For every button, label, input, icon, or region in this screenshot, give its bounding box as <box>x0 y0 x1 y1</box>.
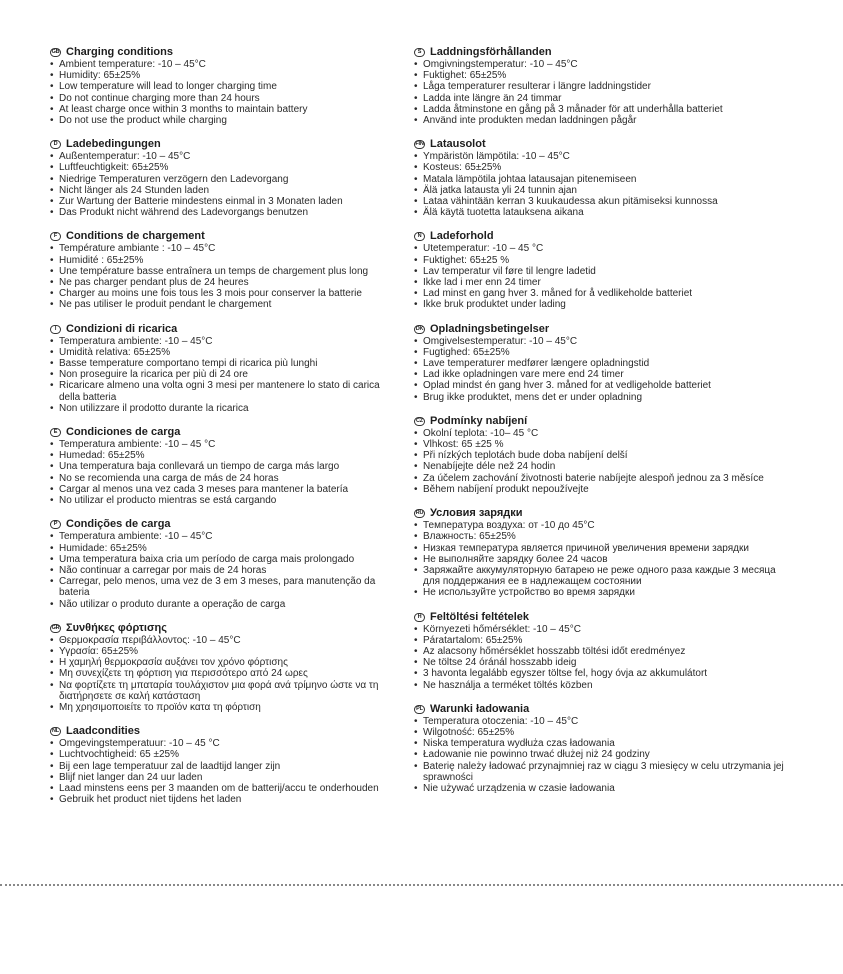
language-badge-icon: RU <box>415 510 424 517</box>
list-item: • Ne töltse 24 óránál hosszabb ideig <box>414 657 794 668</box>
section-heading <box>50 323 392 336</box>
section-title: Ladeforhold <box>430 230 494 243</box>
language-badge-icon: GB <box>51 49 60 55</box>
section-it <box>50 323 392 414</box>
list-item: • Wilgotność: 65±25% <box>414 727 794 738</box>
section-title: Condições de carga <box>66 518 171 531</box>
list-item: • Niska temperatura wydłuża czas ładowania <box>414 738 794 749</box>
list-item: • Lav temperatur vil føre til lengre ladetid <box>414 266 794 277</box>
section-heading <box>50 46 392 59</box>
list-item: • Oplad mindst én gang hver 3. måned for at vedligeholde batteriet <box>414 380 794 391</box>
language-badge-icon: D <box>50 140 61 149</box>
list-item: • Nicht länger als 24 Stunden laden <box>50 185 392 196</box>
section-heading <box>414 507 794 520</box>
section-heading <box>414 138 794 151</box>
section-heading <box>414 703 794 716</box>
list-item: • Älä jatka latausta yli 24 tunnin ajan <box>414 185 794 196</box>
list-item: • Температура воздуха: от -10 до 45°C <box>414 520 794 531</box>
section-heading <box>50 230 392 243</box>
list-item: • Kosteus: 65±25% <box>414 162 794 173</box>
language-badge-icon: N <box>414 232 425 241</box>
section-heading <box>414 323 794 336</box>
section-heading <box>414 415 794 428</box>
list-item: • Brug ikke produktet, mens det er under opladning <box>414 392 794 403</box>
list-item: • At least charge once within 3 months to maintain battery <box>50 104 392 115</box>
section-nl <box>50 725 392 805</box>
section-dk <box>414 323 794 403</box>
list-item: • Nie używać urządzenia w czasie ładowania <box>414 783 794 794</box>
list-item: • No utilizar el producto mientras se está cargando <box>50 495 392 506</box>
section-title: Conditions de chargement <box>66 230 205 243</box>
list-item: • Temperatura ambiente: -10 – 45 °C <box>50 439 392 450</box>
section-title: Warunki ładowania <box>430 702 530 715</box>
language-badge-icon: I <box>50 325 61 334</box>
section-heading <box>414 46 794 59</box>
list-item: • Μη χρησιμοποιείτε το προϊόν κατα τη φόρτιση <box>50 702 392 713</box>
language-badge-icon: NL <box>50 727 61 736</box>
section-title: Condizioni di ricarica <box>66 322 178 335</box>
condition-list <box>50 243 392 310</box>
section-se <box>414 46 794 126</box>
dotted-divider <box>0 884 843 890</box>
list-item: • No se recomienda una carga de más de 24 horas <box>50 473 392 484</box>
condition-list <box>414 336 794 403</box>
section-heading <box>414 230 794 243</box>
section-title: Podmínky nabíjení <box>430 414 528 427</box>
section-gb <box>50 46 392 126</box>
language-badge-icon: S <box>414 48 425 57</box>
condition-list <box>414 59 794 126</box>
list-item: • Ricaricare almeno una volta ogni 3 mesi per mantenere lo stato di carica della batteria <box>50 380 392 402</box>
condition-list <box>50 59 392 126</box>
list-item: • Fuktighet: 65±25% <box>414 70 794 81</box>
list-item: • Не выполняйте зарядку более 24 часов <box>414 554 794 565</box>
section-title: Condiciones de carga <box>66 426 181 439</box>
list-item: • Környezeti hőmérséklet: -10 – 45°C <box>414 624 794 635</box>
section-heading <box>414 611 794 624</box>
list-item: • Matala lämpötila johtaa latausajan pitenemiseen <box>414 174 794 185</box>
section-es <box>50 426 392 506</box>
list-item: • Humidité : 65±25% <box>50 255 392 266</box>
list-item: • Carregar, pelo menos, uma vez de 3 em 3 meses, para manutenção da bateria <box>50 576 392 598</box>
list-item: • Do not continue charging more than 24 hours <box>50 93 392 104</box>
list-item: • Lataa vähintään kerran 3 kuukaudessa akun pitämiseksi kunnossa <box>414 196 794 207</box>
section-fi <box>414 138 794 218</box>
list-item: • Luchtvochtigheid: 65 ±25% <box>50 749 392 760</box>
language-badge-icon: P <box>50 520 61 529</box>
language-badge-icon: CZ <box>414 417 425 426</box>
list-item: • Low temperature will lead to longer charging time <box>50 81 392 92</box>
section-heading <box>50 622 392 635</box>
section-title: Charging conditions <box>66 46 173 58</box>
condition-list <box>50 439 392 506</box>
list-item: • Az alacsony hőmérséklet hosszabb töltési időt eredményez <box>414 646 794 657</box>
language-badge-icon: PL <box>414 705 425 714</box>
list-item: • Blijf niet langer dan 24 uur laden <box>50 772 392 783</box>
condition-list <box>414 428 794 495</box>
list-item: • Niedrige Temperaturen verzögern den Ladevorgang <box>50 174 392 185</box>
condition-list <box>414 624 794 691</box>
section-cz <box>414 415 794 495</box>
language-badge-icon: E <box>50 428 61 437</box>
right-column <box>414 46 794 806</box>
list-item: • Använd inte produkten medan laddningen pågår <box>414 115 794 126</box>
list-item: • Lave temperaturer medfører længere opladningstid <box>414 358 794 369</box>
list-item: • Non proseguire la ricarica per più di 24 ore <box>50 369 392 380</box>
list-item: • Θερμοκρασία περιβάλλοντος: -10 – 45°C <box>50 635 392 646</box>
list-item: • Außentemperatur: -10 – 45°C <box>50 151 392 162</box>
list-item: • Ładowanie nie powinno trwać dłużej niż 24 godziny <box>414 749 794 760</box>
language-badge-icon: DK <box>415 325 424 332</box>
section-de <box>50 138 392 218</box>
list-item: • Páratartalom: 65±25% <box>414 635 794 646</box>
condition-list <box>50 738 392 805</box>
list-item: • Μη συνεχίζετε τη φόρτιση για περισσότερο από 24 ωρες <box>50 668 392 679</box>
list-item: • Ne használja a terméket töltés közben <box>414 680 794 691</box>
list-item: • Das Produkt nicht während des Ladevorgangs benutzen <box>50 207 392 218</box>
list-item: • Během nabíjení produkt nepoužívejte <box>414 484 794 495</box>
section-title: Условия зарядки <box>430 507 523 520</box>
section-title: Laadcondities <box>66 725 140 738</box>
list-item: • Non utilizzare il prodotto durante la ricarica <box>50 403 392 414</box>
list-item: • Při nízkých teplotách bude doba nabíjení delší <box>414 450 794 461</box>
list-item: • Umidità relativa: 65±25% <box>50 347 392 358</box>
condition-list <box>50 531 392 609</box>
list-item: • Nenabíjejte déle než 24 hodin <box>414 461 794 472</box>
section-title: Συνθήκες φόρτισης <box>66 621 167 634</box>
list-item: • Заряжайте аккумуляторную батарею не реже одного раза каждые 3 месяца для поддержания ее в надлежащем состоянии <box>414 565 794 587</box>
list-item: • Luftfeuchtigkeit: 65±25% <box>50 162 392 173</box>
list-item: • Ikke lad i mer enn 24 timer <box>414 277 794 288</box>
list-item: • Uma temperatura baixa cria um período de carga mais prolongado <box>50 554 392 565</box>
list-item: • Okolní teplota: -10– 45 °C <box>414 428 794 439</box>
list-item: • Za účelem zachování životnosti baterie nabíjejte alespoň jednou za 3 měsíce <box>414 473 794 484</box>
list-item: • Una temperatura baja conllevará un tiempo de carga más largo <box>50 461 392 472</box>
list-item: • Omgivningstemperatur: -10 – 45°C <box>414 59 794 70</box>
list-item: • Не используйте устройство во время зарядки <box>414 587 794 598</box>
list-item: • Charger au moins une fois tous les 3 mois pour conserver la batterie <box>50 288 392 299</box>
list-item: • Temperatura ambiente: -10 – 45°C <box>50 531 392 542</box>
list-item: • Gebruik het product niet tijdens het laden <box>50 794 392 805</box>
section-fr <box>50 230 392 310</box>
section-title: Laddningsförhållanden <box>430 46 552 58</box>
section-no <box>414 230 794 310</box>
condition-list <box>50 635 392 713</box>
list-item: • Humedad: 65±25% <box>50 450 392 461</box>
section-hu <box>414 611 794 691</box>
section-heading <box>50 138 392 151</box>
list-item: • Omgevingstemperatuur: -10 – 45 °C <box>50 738 392 749</box>
list-item: • Cargar al menos una vez cada 3 meses para mantener la batería <box>50 484 392 495</box>
language-badge-icon: F <box>50 232 61 241</box>
condition-list <box>50 151 392 218</box>
condition-list <box>50 336 392 414</box>
condition-list <box>414 716 794 794</box>
condition-list <box>414 520 794 598</box>
list-item: • Ne pas charger pendant plus de 24 heures <box>50 277 392 288</box>
list-item: • Низкая температура является причиной увеличения времени зарядки <box>414 543 794 554</box>
list-item: • Une température basse entraînera un temps de chargement plus long <box>50 266 392 277</box>
list-item: • Ympäristön lämpötila: -10 – 45°C <box>414 151 794 162</box>
language-badge-icon: FIN <box>415 141 424 148</box>
list-item: • Laad minstens eens per 3 maanden om de batterij/accu te onderhouden <box>50 783 392 794</box>
list-item: • Να φορτίζετε τη μπαταρία τουλάχιστον μια φορά ανά τρίμηνο ώστε να τη διατήρησετε σε καλή κατάσταση <box>50 680 392 702</box>
condition-list <box>414 243 794 310</box>
language-badge-icon: GR <box>51 624 60 631</box>
list-item: • Ambient temperature: -10 – 45°C <box>50 59 392 70</box>
list-item: • Låga temperaturer resulterar i längre laddningstider <box>414 81 794 92</box>
list-item: • Lad minst en gang hver 3. måned for å vedlikeholde batteriet <box>414 288 794 299</box>
list-item: • Temperatura otoczenia: -10 – 45°C <box>414 716 794 727</box>
section-ru <box>414 507 794 598</box>
list-item: • Zur Wartung der Batterie mindestens einmal in 3 Monaten laden <box>50 196 392 207</box>
list-item: • Temperatura ambiente: -10 – 45°C <box>50 336 392 347</box>
language-badge-icon: H <box>414 613 425 622</box>
section-heading <box>50 426 392 439</box>
list-item: • Ne pas utiliser le produit pendant le chargement <box>50 299 392 310</box>
list-item: • Älä käytä tuotetta latauksena aikana <box>414 207 794 218</box>
list-item: • Η χαμηλή θερμοκρασία αυξάνει τον χρόνο φόρτισης <box>50 657 392 668</box>
list-item: • Vlhkost: 65 ±25 % <box>414 439 794 450</box>
section-title: Ladebedingungen <box>66 138 161 151</box>
list-item: • Ikke bruk produktet under lading <box>414 299 794 310</box>
list-item: • Ladda inte längre än 24 timmar <box>414 93 794 104</box>
list-item: • Não utilizar o produto durante a operação de carga <box>50 599 392 610</box>
list-item: • Do not use the product while charging <box>50 115 392 126</box>
list-item: • 3 havonta legalább egyszer töltse fel, hogy óvja az akkumulátort <box>414 668 794 679</box>
section-gr <box>50 622 392 713</box>
list-item: • Utetemperatur: -10 – 45 °C <box>414 243 794 254</box>
section-title: Feltöltési feltételek <box>430 610 530 623</box>
list-item: • Влажность: 65±25% <box>414 531 794 542</box>
condition-list <box>414 151 794 218</box>
section-pt <box>50 518 392 609</box>
list-item: • Não continuar a carregar por mais de 24 horas <box>50 565 392 576</box>
left-column <box>50 46 392 817</box>
section-title: Latausolot <box>430 138 486 151</box>
section-heading <box>50 725 392 738</box>
list-item: • Fugtighed: 65±25% <box>414 347 794 358</box>
section-pl <box>414 703 794 794</box>
list-item: • Température ambiante : -10 – 45°C <box>50 243 392 254</box>
list-item: • Bij een lage temperatuur zal de laadtijd langer zijn <box>50 761 392 772</box>
list-item: • Ladda åtminstone en gång på 3 månader för att underhålla batteriet <box>414 104 794 115</box>
section-heading <box>50 518 392 531</box>
list-item: • Humidity: 65±25% <box>50 70 392 81</box>
list-item: • Fuktighet: 65±25 % <box>414 255 794 266</box>
list-item: • Baterię należy ładować przynajmniej raz w ciągu 3 miesięcy w celu utrzymania jej sprawności <box>414 761 794 783</box>
list-item: • Υγρασία: 65±25% <box>50 646 392 657</box>
list-item: • Lad ikke opladningen vare mere end 24 timer <box>414 369 794 380</box>
list-item: • Omgivelsestemperatur: -10 – 45°C <box>414 336 794 347</box>
list-item: • Humidade: 65±25% <box>50 543 392 554</box>
list-item: • Basse temperature comportano tempi di ricarica più lunghi <box>50 358 392 369</box>
section-title: Opladningsbetingelser <box>430 322 550 335</box>
